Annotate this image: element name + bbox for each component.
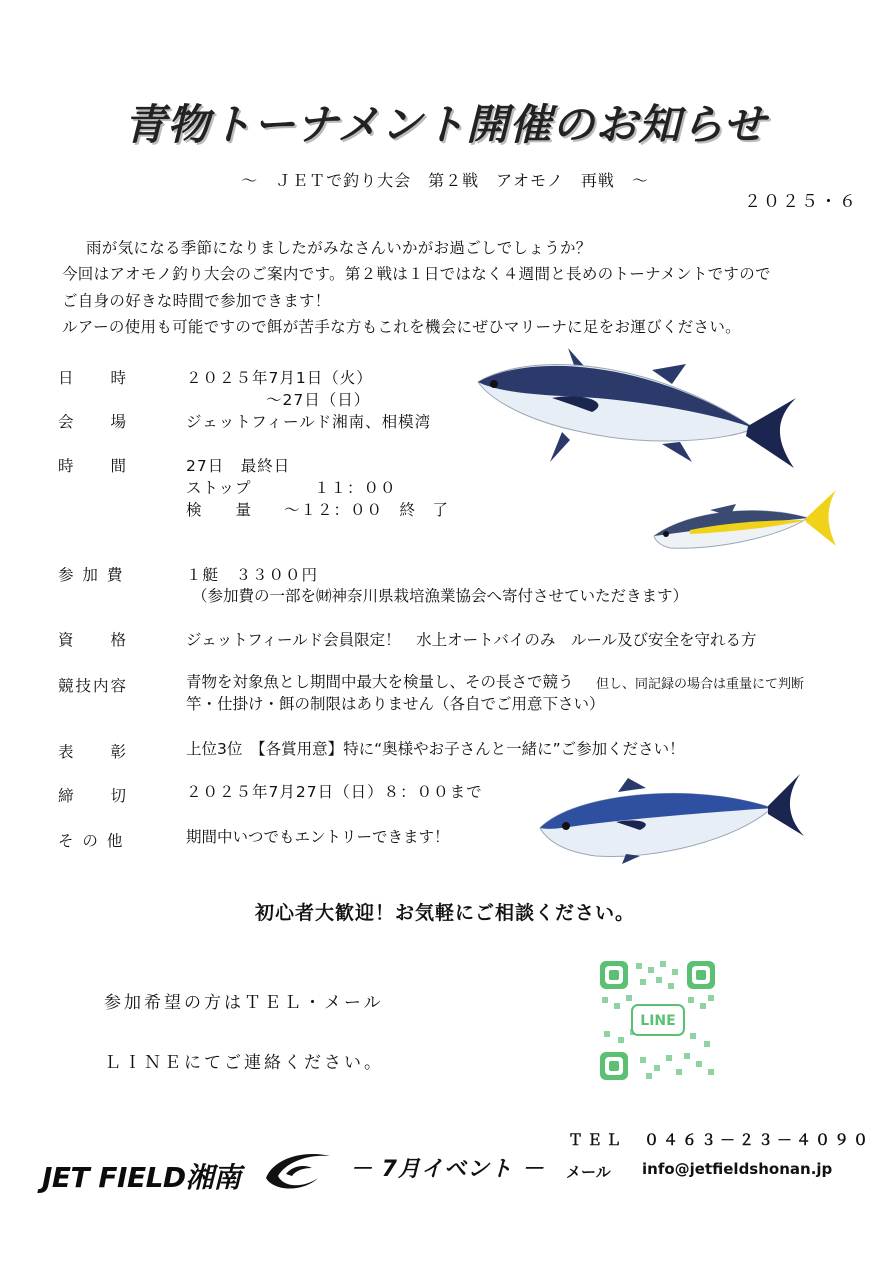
yellowtail-illustration <box>650 486 838 552</box>
page-subtitle: ～ ＪＥＴで釣り大会 第２戦 アオモノ 再戦 ～ <box>241 171 649 190</box>
time-label: 時 間 <box>58 457 129 475</box>
venue-label: 会 場 <box>58 413 129 431</box>
contact-line-1: 参加希望の方はＴＥＬ・メール <box>104 993 384 1013</box>
rules-value-2: 竿・仕掛け・餌の制限はありません（各自でご用意下さい） <box>186 695 605 713</box>
fee-note: （参加費の一部を㈶神奈川県栽培漁業協会へ寄付させていただきます） <box>192 587 689 605</box>
intro-line-1: 雨が気になる季節になりましたがみなさんいかがお過ごしでしょうか？ <box>86 239 592 257</box>
rules-label: 競技内容 <box>58 677 129 695</box>
swoosh-icon <box>264 1148 334 1192</box>
page-title: 青物トーナメント開催のお知らせ <box>123 100 767 149</box>
datetime-label: 日 時 <box>58 369 129 387</box>
email-address[interactable]: info@jetfieldshonan.jp <box>642 1160 833 1178</box>
other-label: そ の 他 <box>58 832 125 850</box>
issue-date: ２０２５・６ <box>744 192 858 212</box>
deadline-value: ２０２５年7月27日（日）８：００まで <box>186 783 483 801</box>
rules-note: 但し、同記録の場合は重量にて判断 <box>596 677 805 692</box>
datetime-value-2: ～27日（日） <box>266 391 371 409</box>
awards-value: 上位3位 【各賞用意】特に“奥様やお子さんと一緒に”ご参加ください！ <box>186 740 685 758</box>
stop-label: ストップ <box>186 479 252 497</box>
line-qr-code[interactable] <box>596 957 719 1084</box>
awards-label: 表 彰 <box>58 743 129 761</box>
fee-label: 参 加 費 <box>58 566 125 584</box>
bonito-illustration <box>536 770 810 866</box>
weigh-label: 検 量 <box>186 501 253 519</box>
qr-label: LINE <box>640 1013 676 1029</box>
eligibility-label: 資 格 <box>58 631 129 649</box>
welcome-message: 初心者大歓迎！お気軽にご相談ください。 <box>254 902 635 924</box>
fee-value: １艇 ３３００円 <box>186 566 319 584</box>
time-value-1: 27日 最終日 <box>186 457 291 475</box>
other-value: 期間中いつでもエントリーできます！ <box>186 828 450 846</box>
venue-value: ジェットフィールド湘南、相模湾 <box>186 413 432 431</box>
deadline-label: 締 切 <box>58 787 129 805</box>
contact-line-2: ＬＩＮＥにてご連絡ください。 <box>104 1053 384 1073</box>
intro-line-3: ご自身の好きな時間で参加できます！ <box>62 292 331 310</box>
intro-line-2: 今回はアオモノ釣り大会のご案内です。第２戦は１日ではなく４週間と長めのトーナメントですので <box>62 265 771 283</box>
eligibility-value: ジェットフィールド会員限定！ 水上オートバイのみ ルール及び安全を守れる方 <box>186 631 757 649</box>
jet-field-logo: JET FIELD湘南 <box>42 1161 241 1194</box>
event-tag: － 7月イベント － <box>350 1157 545 1182</box>
tuna-illustration <box>472 340 808 470</box>
intro-line-4: ルアーの使用も可能ですので餌が苦手な方もこれを機会にぜひマリーナに足をお運びください。 <box>62 318 741 336</box>
phone-number[interactable]: ＴＥＬ ０４６３－２３－４０９０ <box>568 1131 873 1149</box>
mail-label: メール <box>566 1163 611 1181</box>
stop-time: １１：００ <box>314 479 397 497</box>
datetime-value-1: ２０２５年7月1日（火） <box>186 369 373 387</box>
weigh-time: ～１２：００ 終 了 <box>284 501 450 519</box>
rules-value-1: 青物を対象魚とし期間中最大を検量し、その長さで競う <box>186 673 574 691</box>
